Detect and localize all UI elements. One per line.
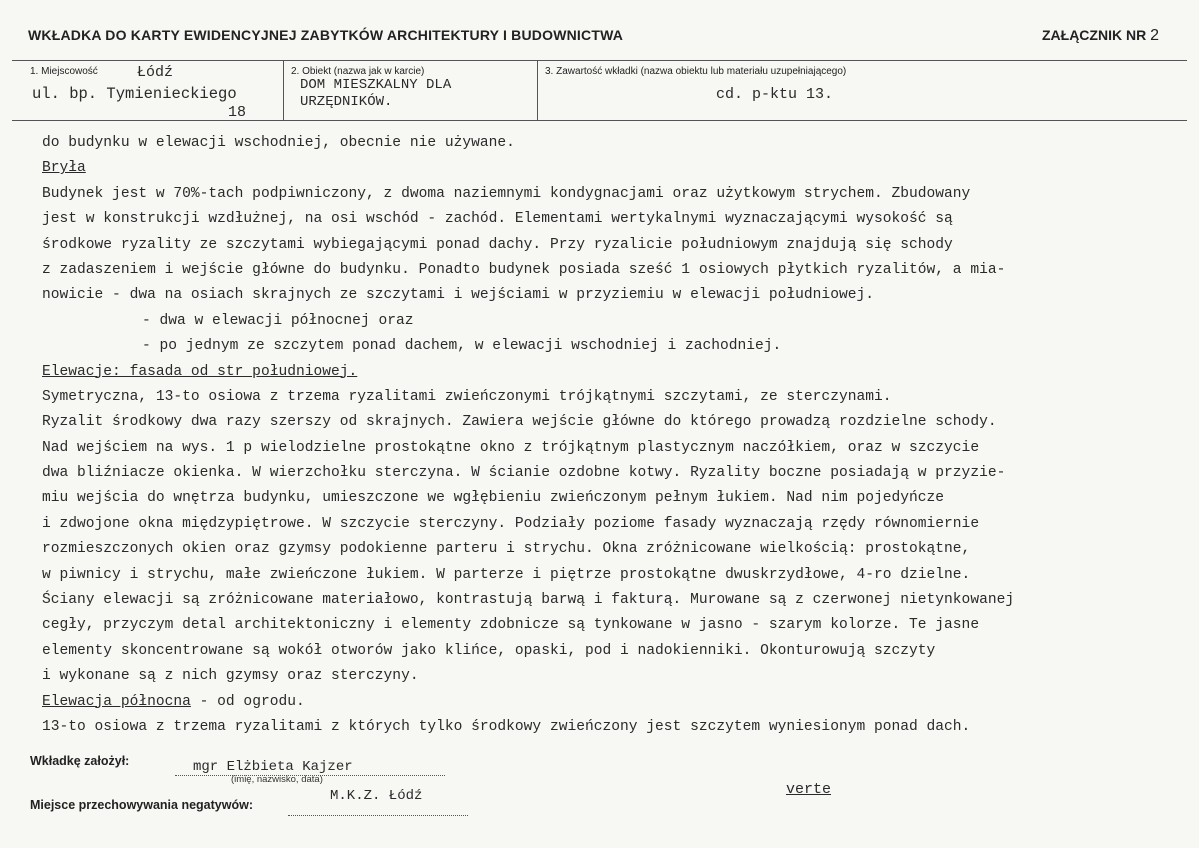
text-line: z zadaszeniem i wejście główne do budynku. Ponadto budynek posiada sześć 1 osiowych płytkich ryzalitów, a mia- xyxy=(42,261,1006,278)
field-separator-2 xyxy=(537,61,538,120)
section-heading-polnocna-rest: - od ogrodu. xyxy=(190,693,305,710)
text-line: 13-to osiowa z trzema ryzalitami z których tylko środkowy zwieńczony jest szczytem wyniesionym ponad dach. xyxy=(42,718,971,735)
locality-label: 1. Miejscowość xyxy=(30,66,98,77)
text-line-indented: - po jednym ze szczytem ponad dachem, w elewacji wschodniej i zachodniej. xyxy=(142,338,782,355)
object-value-line1: DOM MIESZKALNY DLA xyxy=(300,77,452,93)
text-line: elementy skoncentrowane są wokół otworów jako klińce, opaski, pod i nadokienniki. Okonturowują szczyty xyxy=(42,642,936,659)
locality-value: Łódź xyxy=(137,64,174,81)
text-line: nowicie - dwa na osiach skrajnych ze szczytami i wejściami w przyziemiu w elewacji południowej. xyxy=(42,287,874,304)
text-line: jest w konstrukcji wzdłużnej, na osi wschód - zachód. Elementami wertykalnymi wyznaczającymi wysokość są xyxy=(42,211,953,228)
content-value: cd. p-ktu 13. xyxy=(716,86,834,103)
author-label: Wkładkę założył: xyxy=(30,754,130,768)
text-line: Nad wejściem na wys. 1 p wielodzielne prostokątne okno z trójkątnym plastycznym naczółkiem, oraz w szczycie xyxy=(42,439,980,456)
field-separator-1 xyxy=(283,61,284,120)
object-label: 2. Obiekt (nazwa jak w karcie) xyxy=(291,66,425,77)
text-line: dwa bliźniacze okienka. W wierzchołku sterczyna. W ścianie ozdobne kotwy. Ryzality boczne posiadają w przyzie- xyxy=(42,465,1006,482)
attachment-number xyxy=(1042,27,1159,45)
text-line: Ryzalit środkowy dwa razy szerszy od skrajnych. Zawiera wejście główne do którego prowadzą rozdzielne schody. xyxy=(42,414,997,431)
section-heading-elewacje: Elewacje: fasada od str południowej. xyxy=(42,363,358,380)
attachment-label: ZAŁĄCZNIK NR xyxy=(1041,27,1147,43)
header-divider xyxy=(12,60,1187,61)
description-body xyxy=(42,131,1192,740)
text-line-indented: - dwa w elewacji północnej oraz xyxy=(142,312,414,329)
text-line: do budynku w elewacji wschodniej, obecnie nie używane. xyxy=(42,135,515,151)
text-line: Budynek jest w 70%-tach podpiwniczony, z dwoma naziemnymi kondygnacjami oraz użytkowym strychem. Zbudowany xyxy=(42,185,971,202)
negatives-label: Miejsce przechowywania negatywów: xyxy=(30,798,253,812)
content-label: 3. Zawartość wkładki (nazwa obiektu lub materiału uzupełniającego) xyxy=(545,66,847,77)
attachment-value: 2 xyxy=(1150,27,1159,44)
section-heading-bryla: Bryła xyxy=(42,160,86,177)
negatives-dotted-line xyxy=(288,815,468,816)
text-line: i zdwojone okna międzypiętrowe. W szczycie sterczyny. Podziały poziome fasady wyznaczają rzędy równomiernie xyxy=(42,515,980,532)
author-hint: (imię, nazwisko, data) xyxy=(231,774,323,785)
text-line: środkowe ryzality ze szczytami wybiegającymi ponad dachy. Przy ryzalicie południowym znajdują się schody xyxy=(42,236,953,253)
card-header xyxy=(28,27,1159,51)
text-line: rozmieszczonych okien oraz gzymsy podokienne parteru i strychu. Okna zróżnicowane wielkością: prostokątne, xyxy=(42,541,971,558)
card-title: WKŁADKA DO KARTY EWIDENCYJNEJ ZABYTKÓW ARCHITEKTURY I BUDOWNICTWA xyxy=(28,27,624,43)
verte-label: verte xyxy=(786,781,832,798)
section-heading-polnocna-title: Elewacja północna xyxy=(42,693,191,710)
text-line: w piwnicy i strychu, małe zwieńczone łukiem. W parterze i piętrze prostokątne dwuskrzydłowe, 4-ro dzielne. xyxy=(42,566,971,583)
address-value: ul. bp. Tymienieckiego xyxy=(32,85,237,103)
author-value: mgr Elżbieta Kajzer xyxy=(193,759,353,775)
text-line: Symetryczna, 13-to osiowa z trzema ryzalitami zwieńczonymi trójkątnymi szczytami, ze sterczynami. xyxy=(42,388,892,405)
text-line: cegły, przyczym detal architektoniczny i elementy zdobnicze są tynkowane w jasno - szarym kolorze. Te jasne xyxy=(42,617,980,634)
section-heading-polnocna xyxy=(42,690,1192,715)
address-number: 18 xyxy=(228,104,247,121)
text-line: Ściany elewacji są zróżnicowane materiałowo, kontrastują barwą i fakturą. Murowane są z czerwonej nietynkowanej xyxy=(42,592,1015,609)
object-value-line2: URZĘDNIKÓW. xyxy=(300,94,393,110)
text-line: i wykonane są z nich gzymsy oraz sterczyny. xyxy=(42,668,419,685)
fields-divider xyxy=(12,120,1187,121)
negatives-value: M.K.Z. Łódź xyxy=(330,788,423,804)
text-line: miu wejścia do wnętrza budynku, umieszczone we wgłębieniu zwieńczonym pełnym łukiem. Nad nim pojedyńcze xyxy=(42,490,945,507)
